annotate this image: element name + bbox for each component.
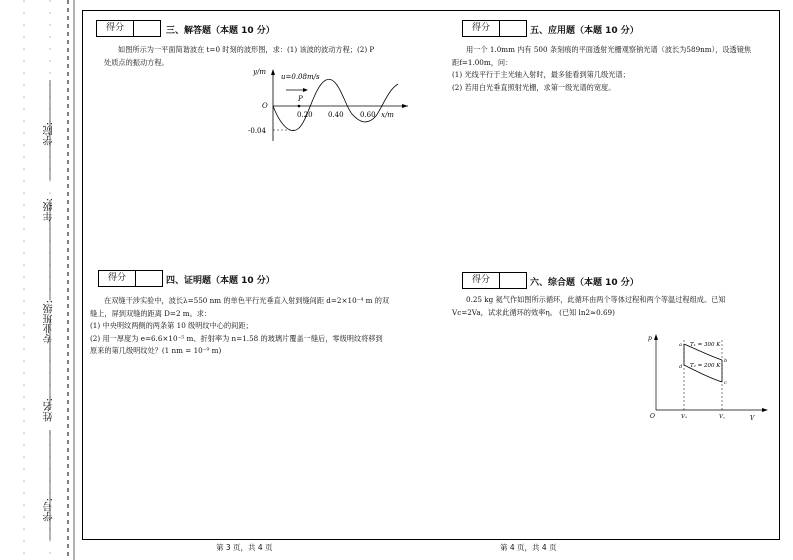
wave-xlabel: x/m bbox=[381, 111, 394, 119]
binding-margin bbox=[0, 0, 80, 560]
s5-line1: 用一个 1.0mm 内有 500 条刻痕的平面透射光栅观察钠光谱（波长为589nm），设透镜焦 bbox=[466, 45, 752, 54]
score-blank[interactable] bbox=[500, 273, 526, 288]
section-6-title: 六、综合题（本题 10 分） bbox=[530, 278, 639, 288]
pv-va: Vₐ bbox=[681, 414, 688, 420]
score-label: 得分 bbox=[99, 271, 136, 286]
score-blank[interactable] bbox=[500, 21, 526, 36]
binding-lines bbox=[0, 0, 80, 560]
pv-cycle-figure bbox=[648, 332, 770, 432]
score-box-s6 bbox=[462, 272, 527, 289]
student-no-label: 学号: bbox=[44, 498, 55, 522]
s4-line1: 在双缝干涉实验中，波长λ=550 nm 的单色平行光垂直入射到缝间距 d=2×10⁻⁴ m 的双 bbox=[104, 296, 390, 305]
score-label: 得分 bbox=[97, 21, 134, 36]
wave-speed: u=0.08m/s bbox=[281, 73, 320, 81]
section-4-title: 四、证明题（本题 10 分） bbox=[166, 276, 275, 286]
score-label: 得分 bbox=[463, 273, 500, 288]
wave-ytick: -0.04 bbox=[248, 127, 266, 135]
name-label: 姓名: bbox=[44, 398, 55, 422]
wave-tick-3: 0.60 bbox=[360, 111, 376, 119]
pv-xlabel: V bbox=[750, 415, 755, 422]
page-footer-right: 第 4 页，共 4 页 bbox=[500, 543, 557, 552]
section-3-title: 三、解答题（本题 10 分） bbox=[166, 26, 275, 36]
pv-ylabel: p bbox=[648, 335, 652, 342]
section-6-text bbox=[452, 294, 770, 319]
score-blank[interactable] bbox=[134, 21, 160, 36]
pv-label-c: c bbox=[724, 380, 727, 386]
s3-line2: 处质点的振动方程。 bbox=[104, 57, 169, 67]
wave-ylabel: y/m bbox=[253, 68, 266, 76]
pv-vc: V꜀ bbox=[719, 414, 725, 420]
s4-line5: 原来的第几级明纹处？(1 nm = 10⁻⁹ m) bbox=[90, 346, 222, 355]
s6-line1: 0.25 kg 氦气作如图所示循环，此循环由两个等体过程和两个等温过程组成。已知 bbox=[466, 295, 726, 304]
section-5-title: 五、应用题（本题 10 分） bbox=[530, 26, 639, 36]
pv-label-b: b bbox=[724, 358, 728, 364]
s5-line4: (2) 若用白光垂直照射光栅，求第一级光谱的宽度。 bbox=[452, 82, 616, 92]
wave-tick-2: 0.40 bbox=[328, 111, 344, 119]
grade-label: 年级: bbox=[44, 198, 55, 222]
s4-line2: 缝上，屏到双缝的距离 D=2 m。求： bbox=[90, 308, 212, 318]
college-label: 学院: bbox=[44, 122, 55, 146]
s4-line3: (1) 中央明纹两侧的两条第 10 级明纹中心的间距； bbox=[90, 321, 253, 330]
pv-origin: O bbox=[650, 413, 655, 420]
s4-line4: (2) 用一厚度为 e=6.6×10⁻⁵ m、折射率为 n=1.58 的玻璃片覆盖一缝后，零级明纹将移到 bbox=[90, 333, 383, 343]
wave-tick-1: 0.20 bbox=[297, 111, 313, 119]
section-4-text bbox=[90, 295, 422, 358]
s5-line3: (1) 光线平行于主光轴入射时，最多能看到第几级光谱； bbox=[452, 70, 630, 79]
s6-line2: Vc=2Va，试求此循环的效率η。 (已知 ln2≈0.69) bbox=[452, 307, 615, 317]
score-blank[interactable] bbox=[136, 271, 162, 286]
wave-figure bbox=[248, 66, 418, 146]
pv-t1: T₁ = 300 K bbox=[690, 342, 721, 348]
s5-line2: 距f=1.00m，问： bbox=[452, 57, 513, 67]
pv-label-a: a bbox=[679, 342, 682, 348]
score-box-s4 bbox=[98, 270, 163, 287]
section-5-text bbox=[452, 44, 770, 94]
score-box-s5 bbox=[462, 20, 527, 37]
pv-label-d: d bbox=[679, 364, 683, 370]
pv-t2: T₂ = 200 K bbox=[690, 363, 721, 369]
wave-origin: O bbox=[262, 102, 268, 110]
page-footer-left: 第 3 页，共 4 页 bbox=[216, 543, 273, 552]
s3-line1: 如图所示为一平面简谐波在 t=0 时刻的波形图，求：(1) 该波的波动方程；(2) P bbox=[118, 45, 375, 54]
score-box-s3 bbox=[96, 20, 161, 37]
score-label: 得分 bbox=[463, 21, 500, 36]
wave-point-p: P bbox=[298, 95, 303, 103]
major-class-label: 专业班级: bbox=[44, 300, 55, 344]
